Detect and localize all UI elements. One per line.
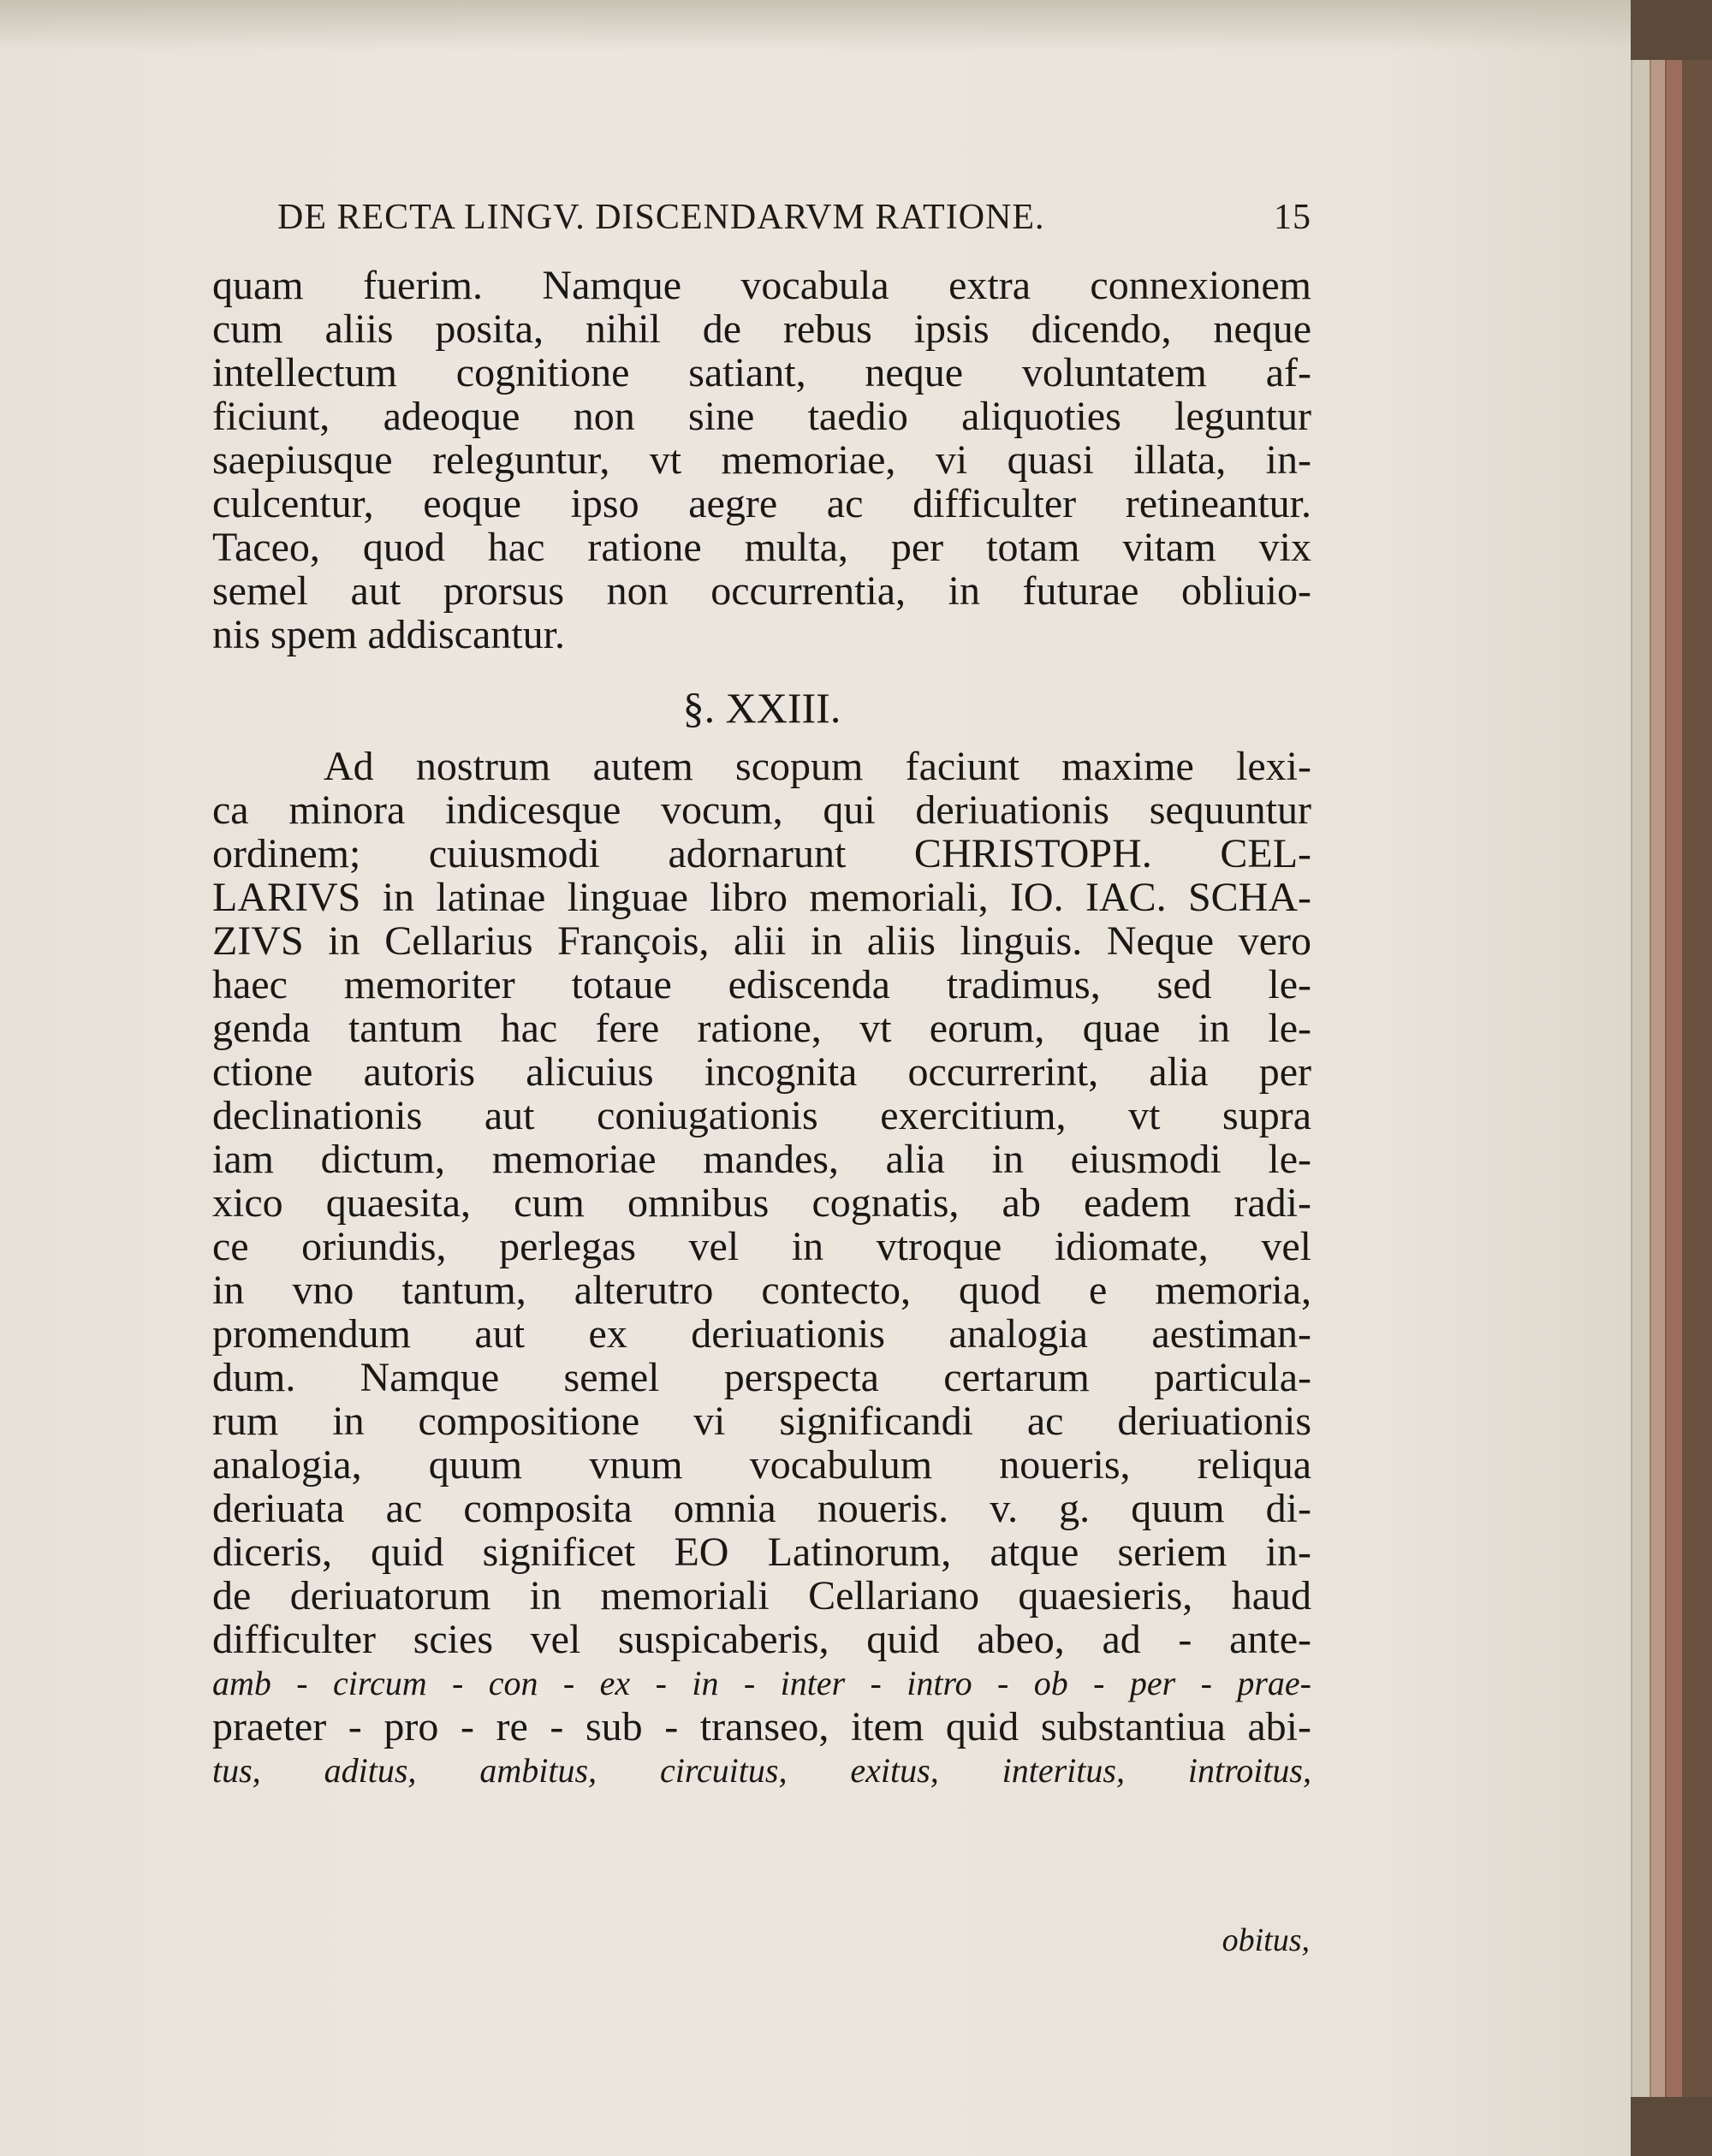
text-line: amb - circum - con - ex - in - inter - intro - ob - per - prae- [212, 1664, 1311, 1702]
text-line: xico quaesita, cum omnibus cognatis, ab eadem radi- [212, 1180, 1311, 1226]
text-line: analogia, quum vnum vocabulum noueris, reliqua [212, 1442, 1311, 1488]
text-line: quam fuerim. Namque vocabula extra connexionem [212, 263, 1311, 308]
catchword: obitus, [1222, 1922, 1310, 1958]
text-line: nis spem addiscantur. [212, 612, 565, 657]
text-line: deriuata ac composita omnia noueris. v. g. quum di- [212, 1486, 1311, 1531]
book-cover-edge [1682, 60, 1712, 2097]
page-number: 15 [1274, 198, 1311, 237]
text-line: semel aut prorsus non occurrentia, in futurae obliuio- [212, 568, 1311, 614]
text-line: dum. Namque semel perspecta certarum particula- [212, 1355, 1311, 1400]
page-edge [1665, 60, 1684, 2097]
text-line: Ad nostrum autem scopum faciunt maxime lexi- [324, 744, 1311, 789]
text-line: culcentur, eoque ipso aegre ac difficulter retineantur. [212, 481, 1311, 526]
text-line: iam dictum, memoriae mandes, alia in eiusmodi le- [212, 1137, 1311, 1182]
text-line: saepiusque releguntur, vt memoriae, vi quasi illata, in- [212, 437, 1311, 483]
page-edge [1631, 60, 1651, 2097]
text-line: cum aliis posita, nihil de rebus ipsis dicendo, neque [212, 306, 1311, 352]
text-line: Taceo, quod hac ratione multa, per totam vitam vix [212, 525, 1311, 570]
text-line: rum in compositione vi significandi ac deriuationis [212, 1399, 1311, 1444]
text-line: de deriuatorum in memoriali Cellariano quaesieris, haud [212, 1573, 1311, 1618]
text-line: ficiunt, adeoque non sine taedio aliquoties leguntur [212, 394, 1311, 439]
text-line: in vno tantum, alterutro contecto, quod e memoria, [212, 1268, 1311, 1313]
text-line: LARIVS in latinae linguae libro memoriali, IO. IAC. SCHA- [212, 875, 1311, 920]
text-line: difficulter scies vel suspicaberis, quid abeo, ad - ante- [212, 1617, 1311, 1662]
running-header [277, 197, 1311, 248]
text-line: ce oriundis, perlegas vel in vtroque idiomate, vel [212, 1224, 1311, 1269]
paragraph-2 [212, 745, 1311, 1909]
paragraph-1 [212, 264, 1311, 674]
text-line: declinationis aut coniugationis exercitium, vt supra [212, 1093, 1311, 1138]
text-line: diceris, quid significet EO Latinorum, atque seriem in- [212, 1529, 1311, 1575]
section-heading: §. XXIII. [682, 684, 841, 732]
page-edge [1650, 60, 1667, 2097]
text-line: genda tantum hac fere ratione, vt eorum, quae in le- [212, 1006, 1311, 1051]
text-line: tus, aditus, ambitus, circuitus, exitus, interitus, introitus, [212, 1751, 1311, 1790]
text-line: ca minora indicesque vocum, qui deriuationis sequuntur [212, 787, 1311, 833]
text-line: ZIVS in Cellarius François, alii in aliis linguis. Neque vero [212, 918, 1311, 964]
text-line: praeter - pro - re - sub - transeo, item quid substantiua abi- [212, 1704, 1311, 1749]
text-line: ctione autoris alicuius incognita occurrerint, alia per [212, 1049, 1311, 1095]
text-line: haec memoriter totaue ediscenda tradimus, sed le- [212, 962, 1311, 1007]
text-line: intellectum cognitione satiant, neque voluntatem af- [212, 350, 1311, 395]
running-title: DE RECTA LINGV. DISCENDARVM RATIONE. [277, 198, 1045, 237]
text-line: ordinem; cuiusmodi adornarunt CHRISTOPH. CEL- [212, 831, 1311, 876]
text-line: promendum aut ex deriuationis analogia aestiman- [212, 1311, 1311, 1357]
page-top-shadow [0, 0, 1631, 51]
